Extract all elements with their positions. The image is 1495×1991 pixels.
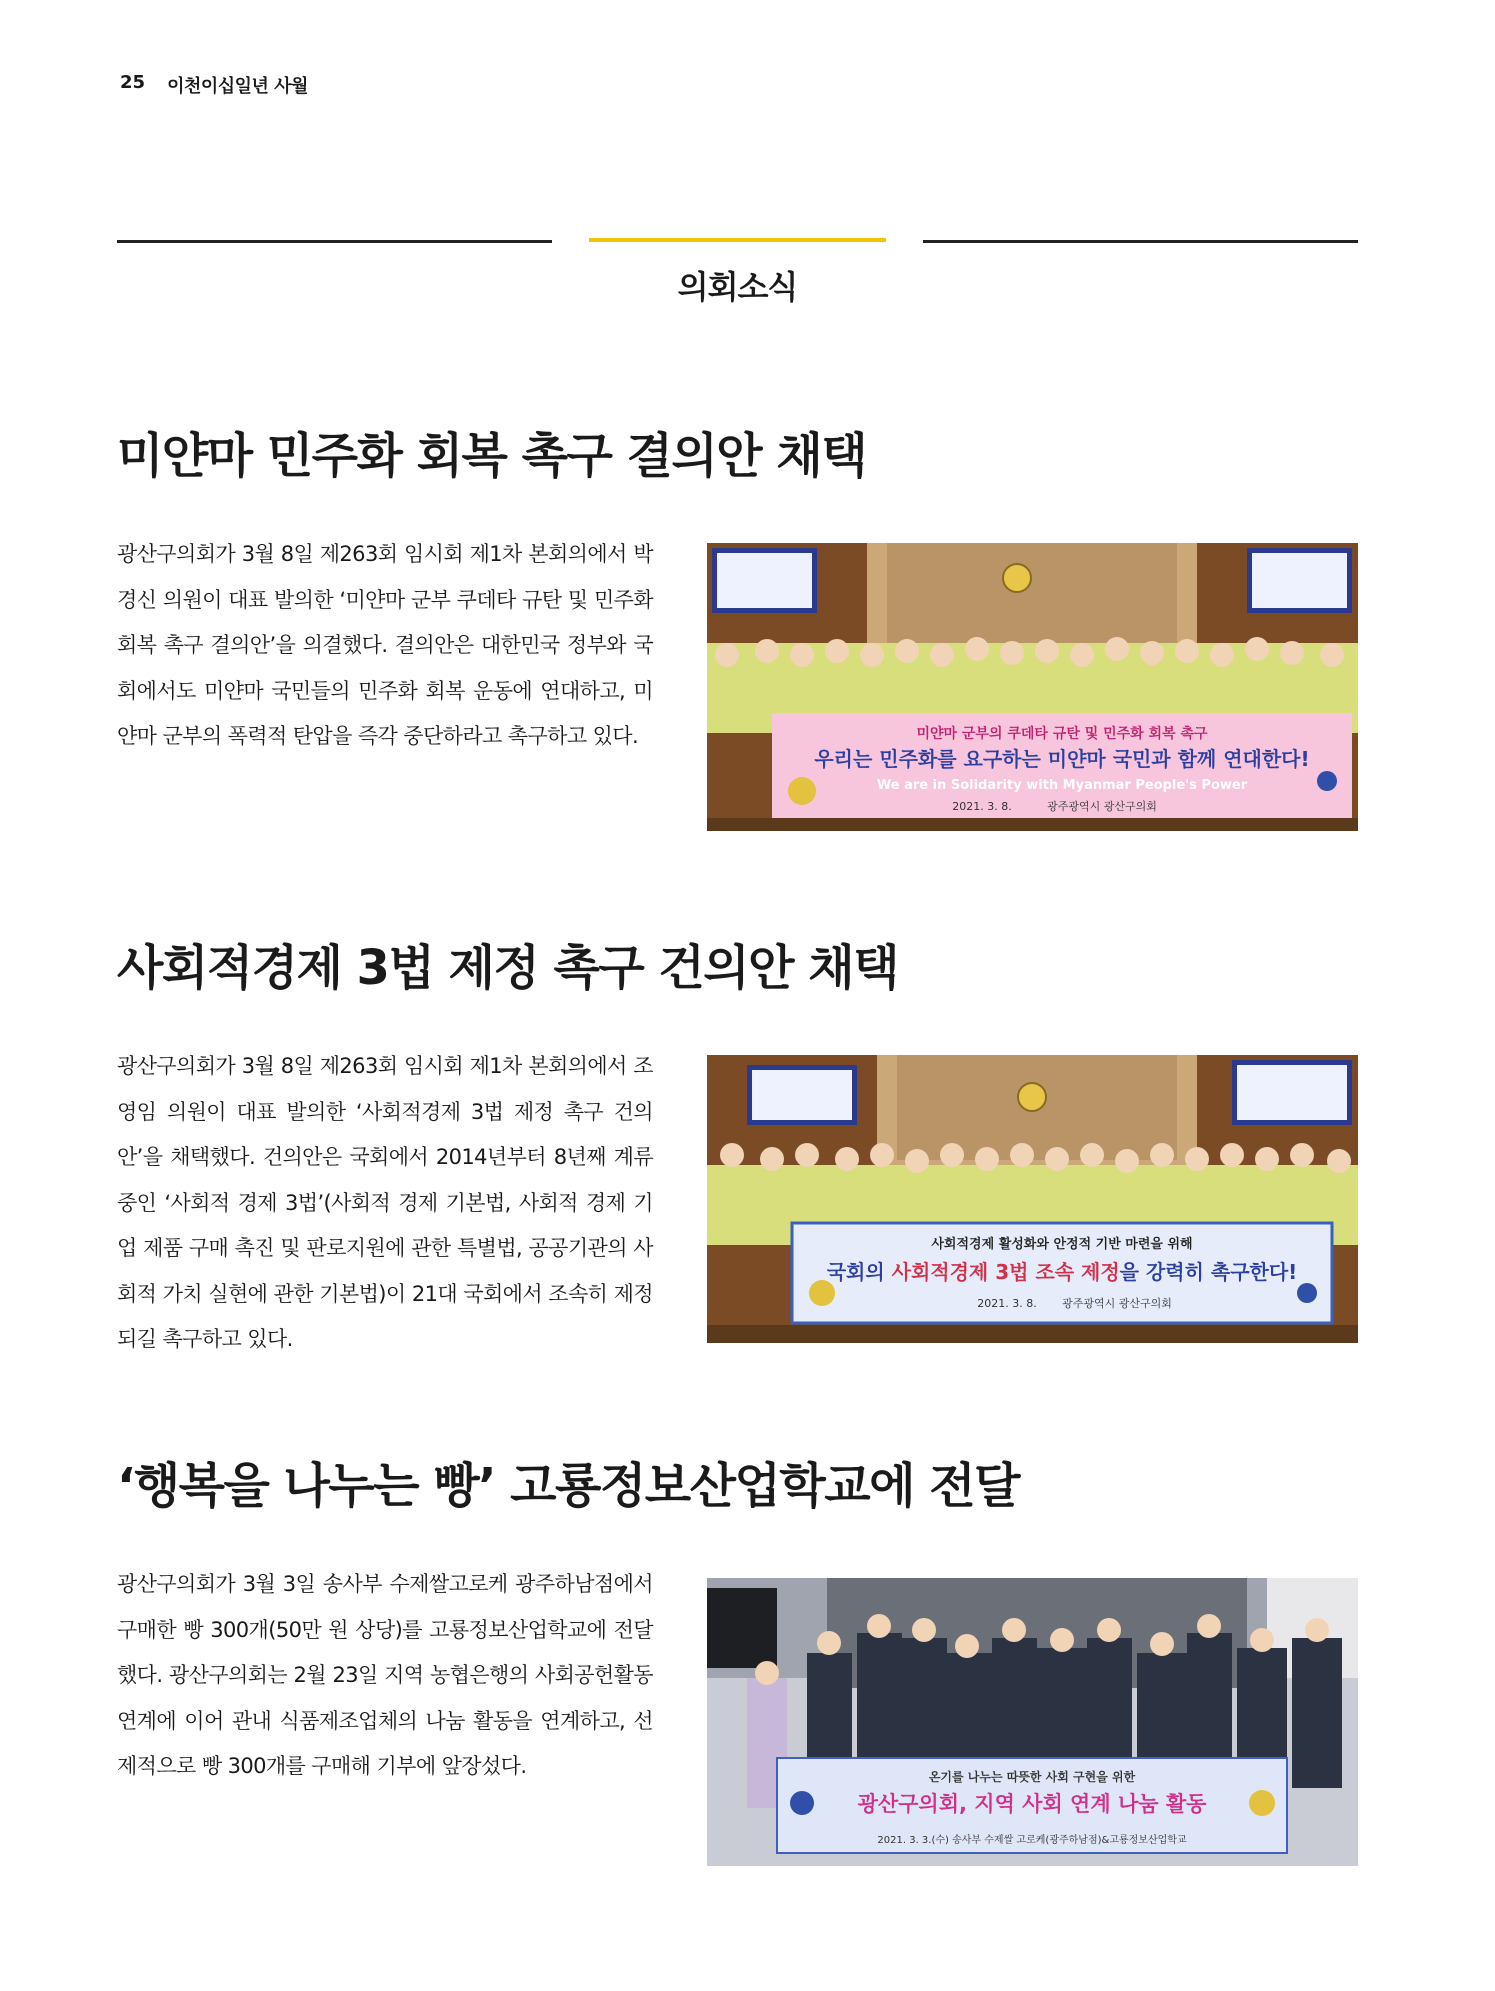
group-photo-council-chamber [707,1055,1358,1343]
article-body: 광산구의회가 3월 8일 제263회 임시회 제1차 본회의에서 조영임 의원이 대표 발의한 ‘사회적경제 3법 제정 촉구 건의안’을 채택했다. 건의안은 국회에서 2014년부터 8년째 계류 중인 ‘사회적 경제 3법’(사회적 경제 기본법, 사회적 경제 기업 제품 구매 촉진 및 판로지원에 관한 특별법, 공공기관의 사회적 가치 실현에 관한 기본법)이 21대 국회에서 조속히 제정되길 촉구하고 있다. [117,1054,653,1351]
article-social-economy [117,940,1358,1351]
section-title: 의회소식 [677,268,798,306]
article-body: 광산구의회가 3월 3일 송사부 수제쌀고로케 광주하남점에서 구매한 빵 300개(50만 원 상당)를 고룡정보산업학교에 전달했다. 광산구의회는 2월 23일 지역 농협은행의 사회공헌활동 연계에 이어 관내 식품제조업체의 나눔 활동을 연계하고, 선제적으로 빵 300개를 구매해 기부에 앞장섰다. [117,1572,653,1778]
page-number: 25 [120,72,146,93]
article-bread-donation [117,1458,1358,1846]
group-photo-school-entrance [707,1578,1358,1866]
article-myanmar [117,428,1358,813]
banner-organization: 광주광역시 광산구의회 [1047,800,1157,813]
article-photo [707,1055,1358,1343]
banner-main-text: 광산구의회, 지역 사회 연계 나눔 활동 [857,1792,1207,1816]
banner-subtitle: 사회적경제 활성화와 안정적 기반 마련을 위해 [931,1237,1193,1252]
council-emblem-icon [788,777,816,805]
section-divider-right [923,240,1358,243]
article-photo [707,543,1358,831]
article-photo [707,1578,1358,1866]
article-title: 사회적경제 3법 제정 촉구 건의안 채택 [117,940,898,996]
district-logo-icon [1297,1283,1317,1303]
page-header [120,72,308,98]
banner-footer: 2021. 3. 3.(수) 송사부 수제쌀 고로케(광주하남점)&고룡정보산업학교 [877,1835,1187,1846]
group-photo-council-chamber [707,543,1358,831]
article-title: ‘행복을 나누는 빵’ 고룡정보산업학교에 전달 [117,1458,1019,1514]
banner-subtitle: 미얀마 군부의 쿠데타 규탄 및 민주화 회복 촉구 [916,726,1208,742]
section-divider-left [117,240,552,243]
banner-subtitle: 온기를 나누는 따뜻한 사회 구현을 위한 [928,1770,1136,1784]
banner-english-text: We are in Solidarity with Myanmar People's Power [876,778,1248,793]
banner-organization: 광주광역시 광산구의회 [1062,1297,1172,1310]
council-emblem-icon [1249,1790,1275,1816]
district-logo-icon [1317,771,1337,791]
article-title: 미얀마 민주화 회복 촉구 결의안 채택 [117,428,867,484]
banner-main-text: 국회의 사회적경제 3법 조속 제정을 강력히 촉구한다! [826,1260,1298,1284]
banner-date: 2021. 3. 8. [977,1297,1037,1310]
publication-date: 이천이십일년 사월 [167,76,308,97]
section-divider-accent [589,238,886,242]
banner-date: 2021. 3. 8. [952,800,1012,813]
council-emblem-icon [809,1280,835,1306]
district-logo-icon [790,1791,814,1815]
article-body: 광산구의회가 3월 8일 제263회 임시회 제1차 본회의에서 박경신 의원이 대표 발의한 ‘미얀마 군부 쿠데타 규탄 및 민주화 회복 촉구 결의안’을 의결했다. 결의안은 대한민국 정부와 국회에서도 미얀마 국민들의 민주화 회복 운동에 연대하고, 미얀마 군부의 폭력적 탄압을 즉각 중단하라고 촉구하고 있다. [117,542,653,748]
banner-main-text: 우리는 민주화를 요구하는 미얀마 국민과 함께 연대한다! [814,747,1310,771]
